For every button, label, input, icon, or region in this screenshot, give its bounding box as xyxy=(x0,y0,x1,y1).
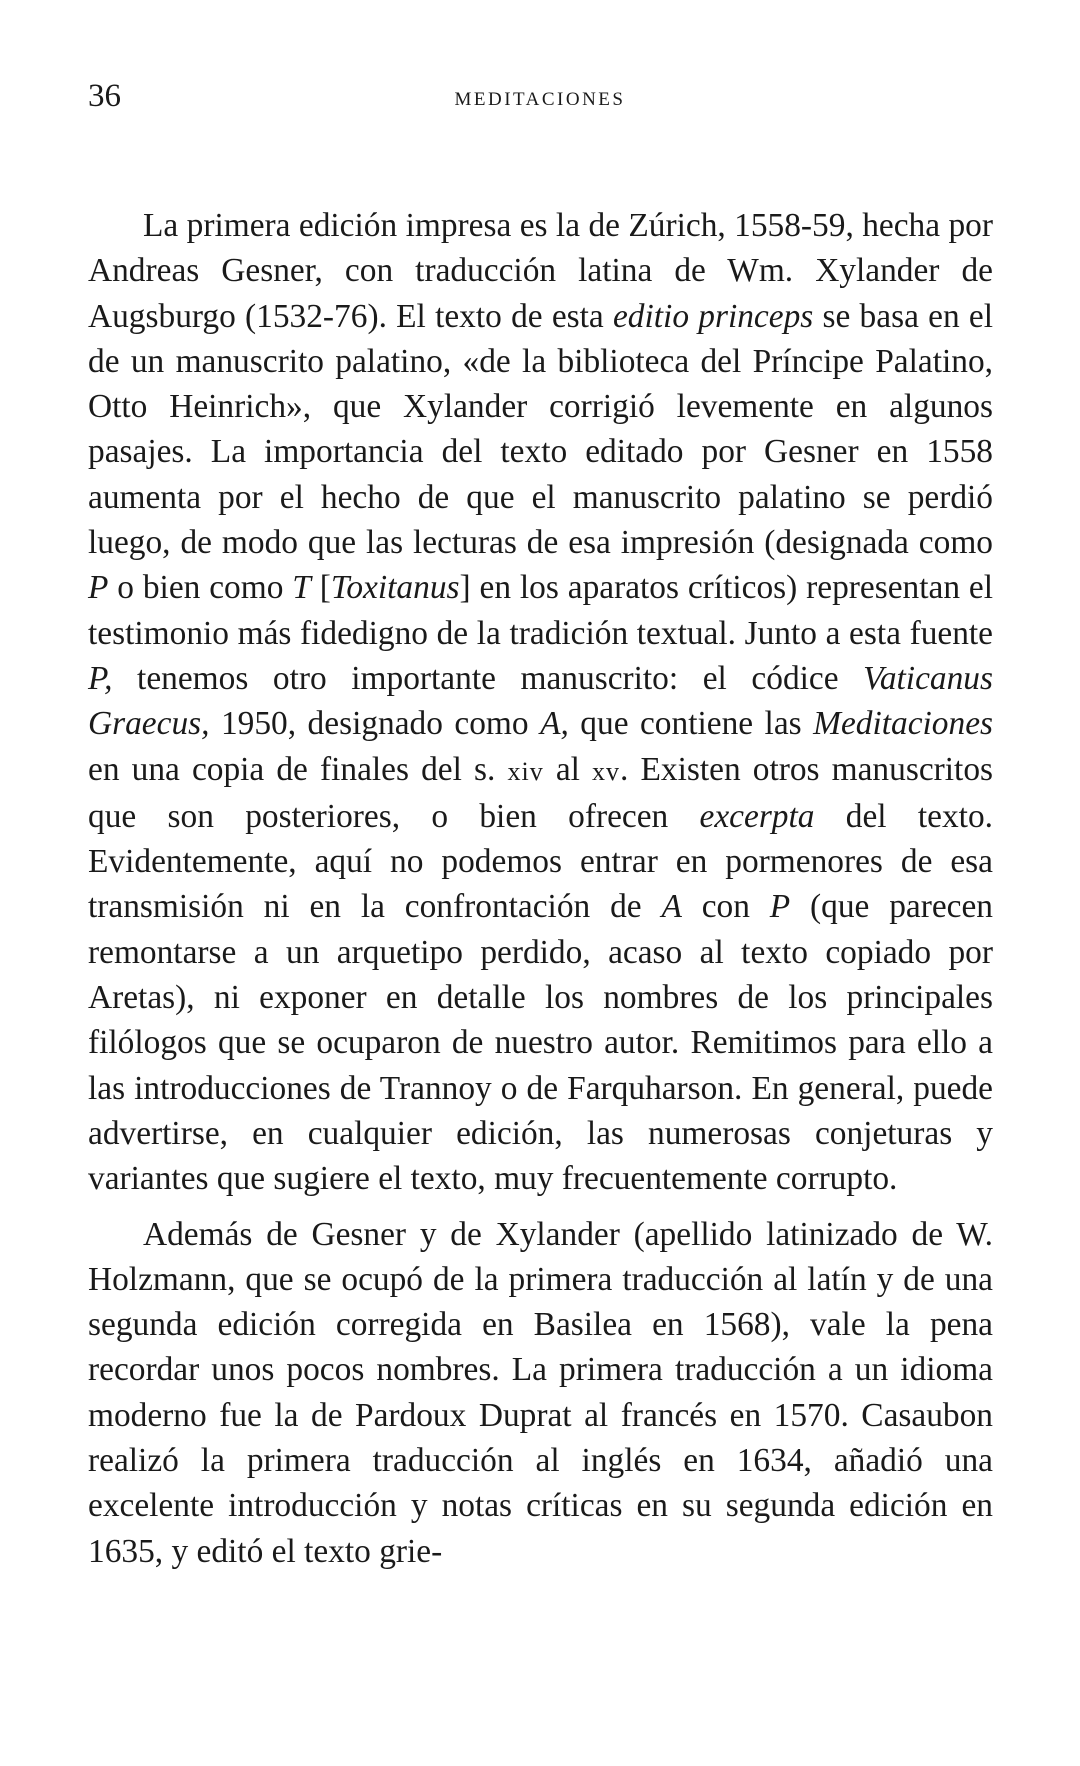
text-run: o bien como xyxy=(108,569,293,607)
text-run: con xyxy=(681,888,770,926)
italic-run: P xyxy=(769,888,791,926)
italic-run: P xyxy=(88,569,109,607)
century-numeral: xv xyxy=(592,756,621,786)
italic-run: A xyxy=(661,888,682,926)
italic-run: editio princeps xyxy=(612,297,814,335)
italic-run: A, xyxy=(540,705,569,743)
text-run: La primera edición impresa es la de Zúrich, 1558-59, hecha por Andreas Gesner, con traducción latina de Wm. Xylander de Augsburgo (1532-76). El texto de esta xyxy=(88,207,993,335)
text-run: . Existen otros manuscritos que son posteriores, o bien ofrecen xyxy=(88,750,994,835)
text-run: tenemos otro importante manuscrito: el códice xyxy=(112,659,864,697)
italic-run: Vaticanus Graecus, xyxy=(88,659,993,743)
italic-run: Meditaciones xyxy=(813,705,994,743)
text-run: del texto. Evidentemente, aquí no podemos entrar en pormenores de esa transmisión ni en la confrontación de xyxy=(88,797,993,926)
paragraph-1 xyxy=(88,203,993,1202)
italic-run: T xyxy=(292,569,311,607)
running-head: MEDITACIONES xyxy=(454,89,626,110)
text-run: que contiene las xyxy=(568,705,814,743)
text-run: ] en los aparatos críticos) representan el testimonio más fidedigno de la tradición textual. Junto a esta fuente xyxy=(88,569,993,652)
century-numeral: xiv xyxy=(507,756,544,786)
italic-run: excerpta xyxy=(699,797,815,835)
text-run: al xyxy=(543,750,593,788)
paragraph-2: Además de Gesner y de Xylander (apellido latinizado de W. Holzmann, que se ocupó de la primera traducción al latín y de una segunda edición corregida en Basilea en 1568), vale la pena recordar unos pocos nombres. La primera traducción a un idioma moderno fue la de Pardoux Duprat al francés en 1570. Casaubon realizó la primera traducción al inglés en 1634, añadió una excelente introducción y notas críticas en su segunda edición en 1635, y editó el texto grie- xyxy=(88,1215,993,1570)
body-text xyxy=(88,203,993,1574)
italic-run: P, xyxy=(88,659,113,697)
text-run: se basa en el de un manuscrito palatino, «de la biblioteca del Príncipe Palatino, Otto Heinrich», que Xylander corrigió levemente en algunos pasajes. La importancia del texto editado por Gesner en 1558 aumenta por el hecho de que el manuscrito palatino se perdió luego, de modo que las lecturas de esa impresión (designada como xyxy=(88,297,993,562)
text-run: en una copia de finales del s. xyxy=(88,750,508,788)
page-number: 36 xyxy=(88,78,121,114)
text-run: [ xyxy=(310,569,331,607)
italic-run: Toxitanus xyxy=(330,569,460,607)
text-run: 1950, designado como xyxy=(209,705,541,743)
text-run: (que parecen remontarse a un arquetipo perdido, acaso al texto copiado por Aretas), ni exponer en detalle los nombres de los principales filólogos que se ocuparon de nuestro autor. Remitimos para ello a las introducciones de Trannoy o de Farquharson. En general, puede advertirse, en cualquier edición, las numerosas conjeturas y variantes que sugiere el texto, muy frecuentemente corrupto. xyxy=(88,888,993,1198)
